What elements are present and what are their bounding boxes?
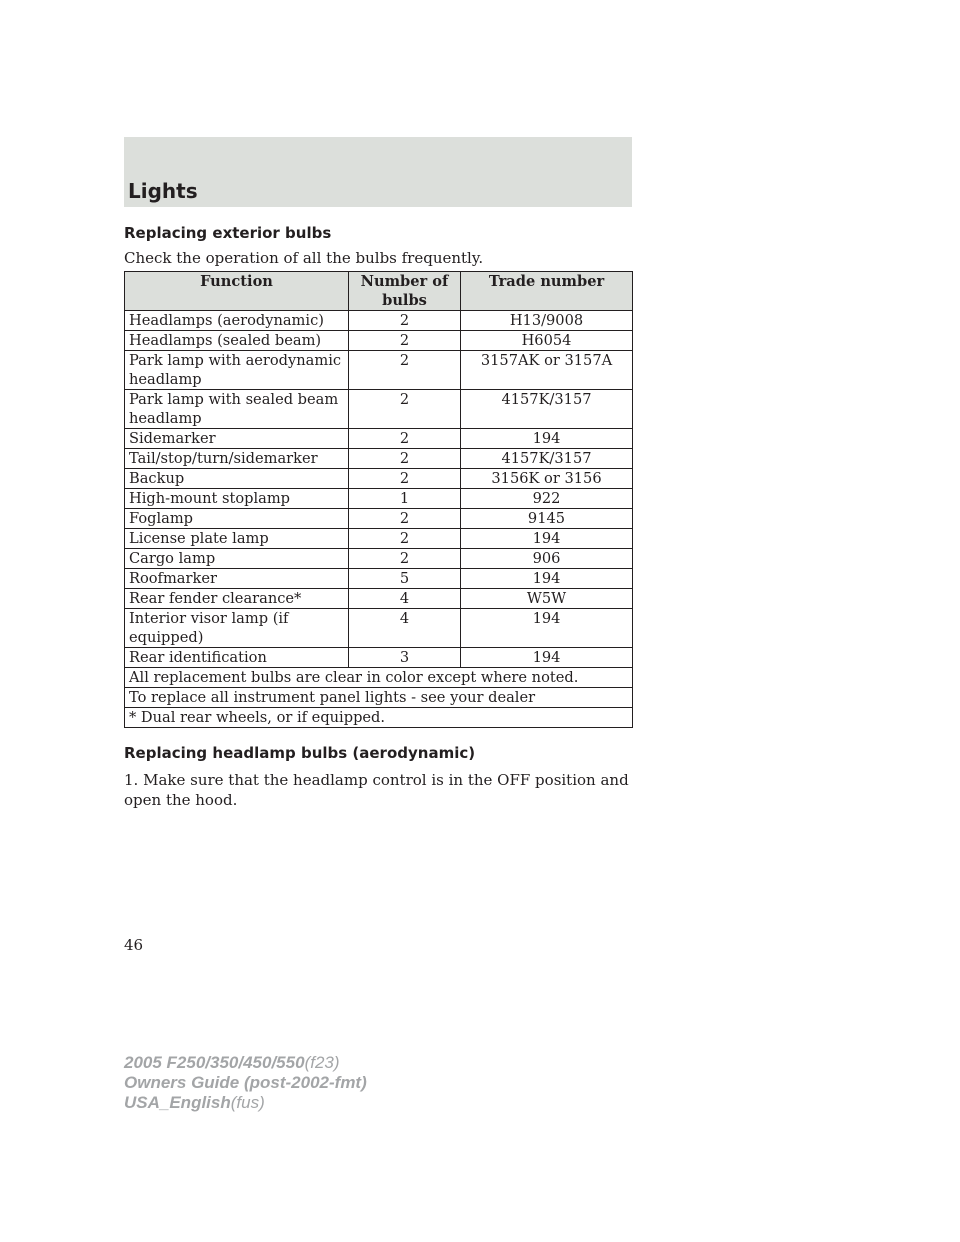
table-row (125, 331, 633, 351)
cell-number-of-bulbs: 2 (349, 469, 461, 489)
cell-function: Headlamps (sealed beam) (125, 331, 349, 351)
column-header-function: Function (125, 272, 349, 311)
page-number: 46 (124, 936, 144, 954)
column-header-trade-number: Trade number (461, 272, 633, 311)
cell-number-of-bulbs: 2 (349, 331, 461, 351)
cell-function: Sidemarker (125, 429, 349, 449)
cell-number-of-bulbs: 2 (349, 351, 461, 390)
table-row (125, 489, 633, 509)
cell-trade-number: 9145 (461, 509, 633, 529)
cell-function: High-mount stoplamp (125, 489, 349, 509)
cell-trade-number: 194 (461, 569, 633, 589)
cell-function: Foglamp (125, 509, 349, 529)
cell-trade-number: 194 (461, 529, 633, 549)
table-row (125, 648, 633, 668)
cell-trade-number: 922 (461, 489, 633, 509)
table-note-row (125, 668, 633, 688)
cell-function: Interior visor lamp (if equipped) (125, 609, 349, 648)
cell-function: Headlamps (aerodynamic) (125, 311, 349, 331)
cell-number-of-bulbs: 2 (349, 311, 461, 331)
footer-line-guide: Owners Guide (post-2002-fmt) (124, 1073, 367, 1092)
table-row (125, 311, 633, 331)
table-row (125, 569, 633, 589)
cell-trade-number: 3157AK or 3157A (461, 351, 633, 390)
section-header-band (124, 137, 632, 207)
cell-trade-number: 194 (461, 648, 633, 668)
table-row (125, 549, 633, 569)
cell-function: Park lamp with sealed beam headlamp (125, 390, 349, 429)
cell-trade-number: H6054 (461, 331, 633, 351)
cell-function: Tail/stop/turn/sidemarker (125, 449, 349, 469)
cell-number-of-bulbs: 2 (349, 429, 461, 449)
table-row (125, 429, 633, 449)
table-row (125, 469, 633, 489)
table-note: All replacement bulbs are clear in color except where noted. (125, 668, 633, 688)
heading-replacing-exterior-bulbs: Replacing exterior bulbs (124, 224, 332, 242)
cell-trade-number: 4157K/3157 (461, 390, 633, 429)
table-row (125, 390, 633, 429)
cell-number-of-bulbs: 4 (349, 609, 461, 648)
heading-replacing-headlamp-bulbs: Replacing headlamp bulbs (aerodynamic) (124, 744, 476, 762)
intro-text: Check the operation of all the bulbs frequently. (124, 249, 484, 267)
table-note: * Dual rear wheels, or if equipped. (125, 708, 633, 728)
table-row (125, 589, 633, 609)
table-row (125, 351, 633, 390)
cell-trade-number: 4157K/3157 (461, 449, 633, 469)
cell-number-of-bulbs: 2 (349, 529, 461, 549)
step-1-text: 1. Make sure that the headlamp control is in the OFF position and open the hood. (124, 771, 629, 809)
cell-trade-number: W5W (461, 589, 633, 609)
bulb-table (124, 271, 633, 728)
cell-function: Park lamp with aerodynamic headlamp (125, 351, 349, 390)
cell-number-of-bulbs: 2 (349, 549, 461, 569)
cell-number-of-bulbs: 2 (349, 390, 461, 429)
table-row (125, 449, 633, 469)
footer-line-model: 2005 F250/350/450/550(f23) (124, 1053, 340, 1072)
table-note-row (125, 708, 633, 728)
cell-trade-number: 906 (461, 549, 633, 569)
table-note: To replace all instrument panel lights - see your dealer (125, 688, 633, 708)
cell-function: Rear fender clearance* (125, 589, 349, 609)
cell-number-of-bulbs: 5 (349, 569, 461, 589)
cell-number-of-bulbs: 3 (349, 648, 461, 668)
cell-function: Rear identification (125, 648, 349, 668)
column-header-number-of-bulbs: Number of bulbs (349, 272, 461, 311)
cell-trade-number: 3156K or 3156 (461, 469, 633, 489)
section-title: Lights (128, 179, 198, 203)
cell-function: Roofmarker (125, 569, 349, 589)
cell-function: Backup (125, 469, 349, 489)
cell-trade-number: H13/9008 (461, 311, 633, 331)
document-footer (124, 1053, 367, 1113)
cell-number-of-bulbs: 2 (349, 449, 461, 469)
table-row (125, 609, 633, 648)
cell-trade-number: 194 (461, 429, 633, 449)
table-row (125, 529, 633, 549)
cell-number-of-bulbs: 1 (349, 489, 461, 509)
cell-number-of-bulbs: 2 (349, 509, 461, 529)
table-note-row (125, 688, 633, 708)
footer-line-language: USA_English(fus) (124, 1093, 265, 1112)
cell-number-of-bulbs: 4 (349, 589, 461, 609)
cell-function: Cargo lamp (125, 549, 349, 569)
table-header-row (125, 272, 633, 311)
cell-function: License plate lamp (125, 529, 349, 549)
cell-trade-number: 194 (461, 609, 633, 648)
table-row (125, 509, 633, 529)
